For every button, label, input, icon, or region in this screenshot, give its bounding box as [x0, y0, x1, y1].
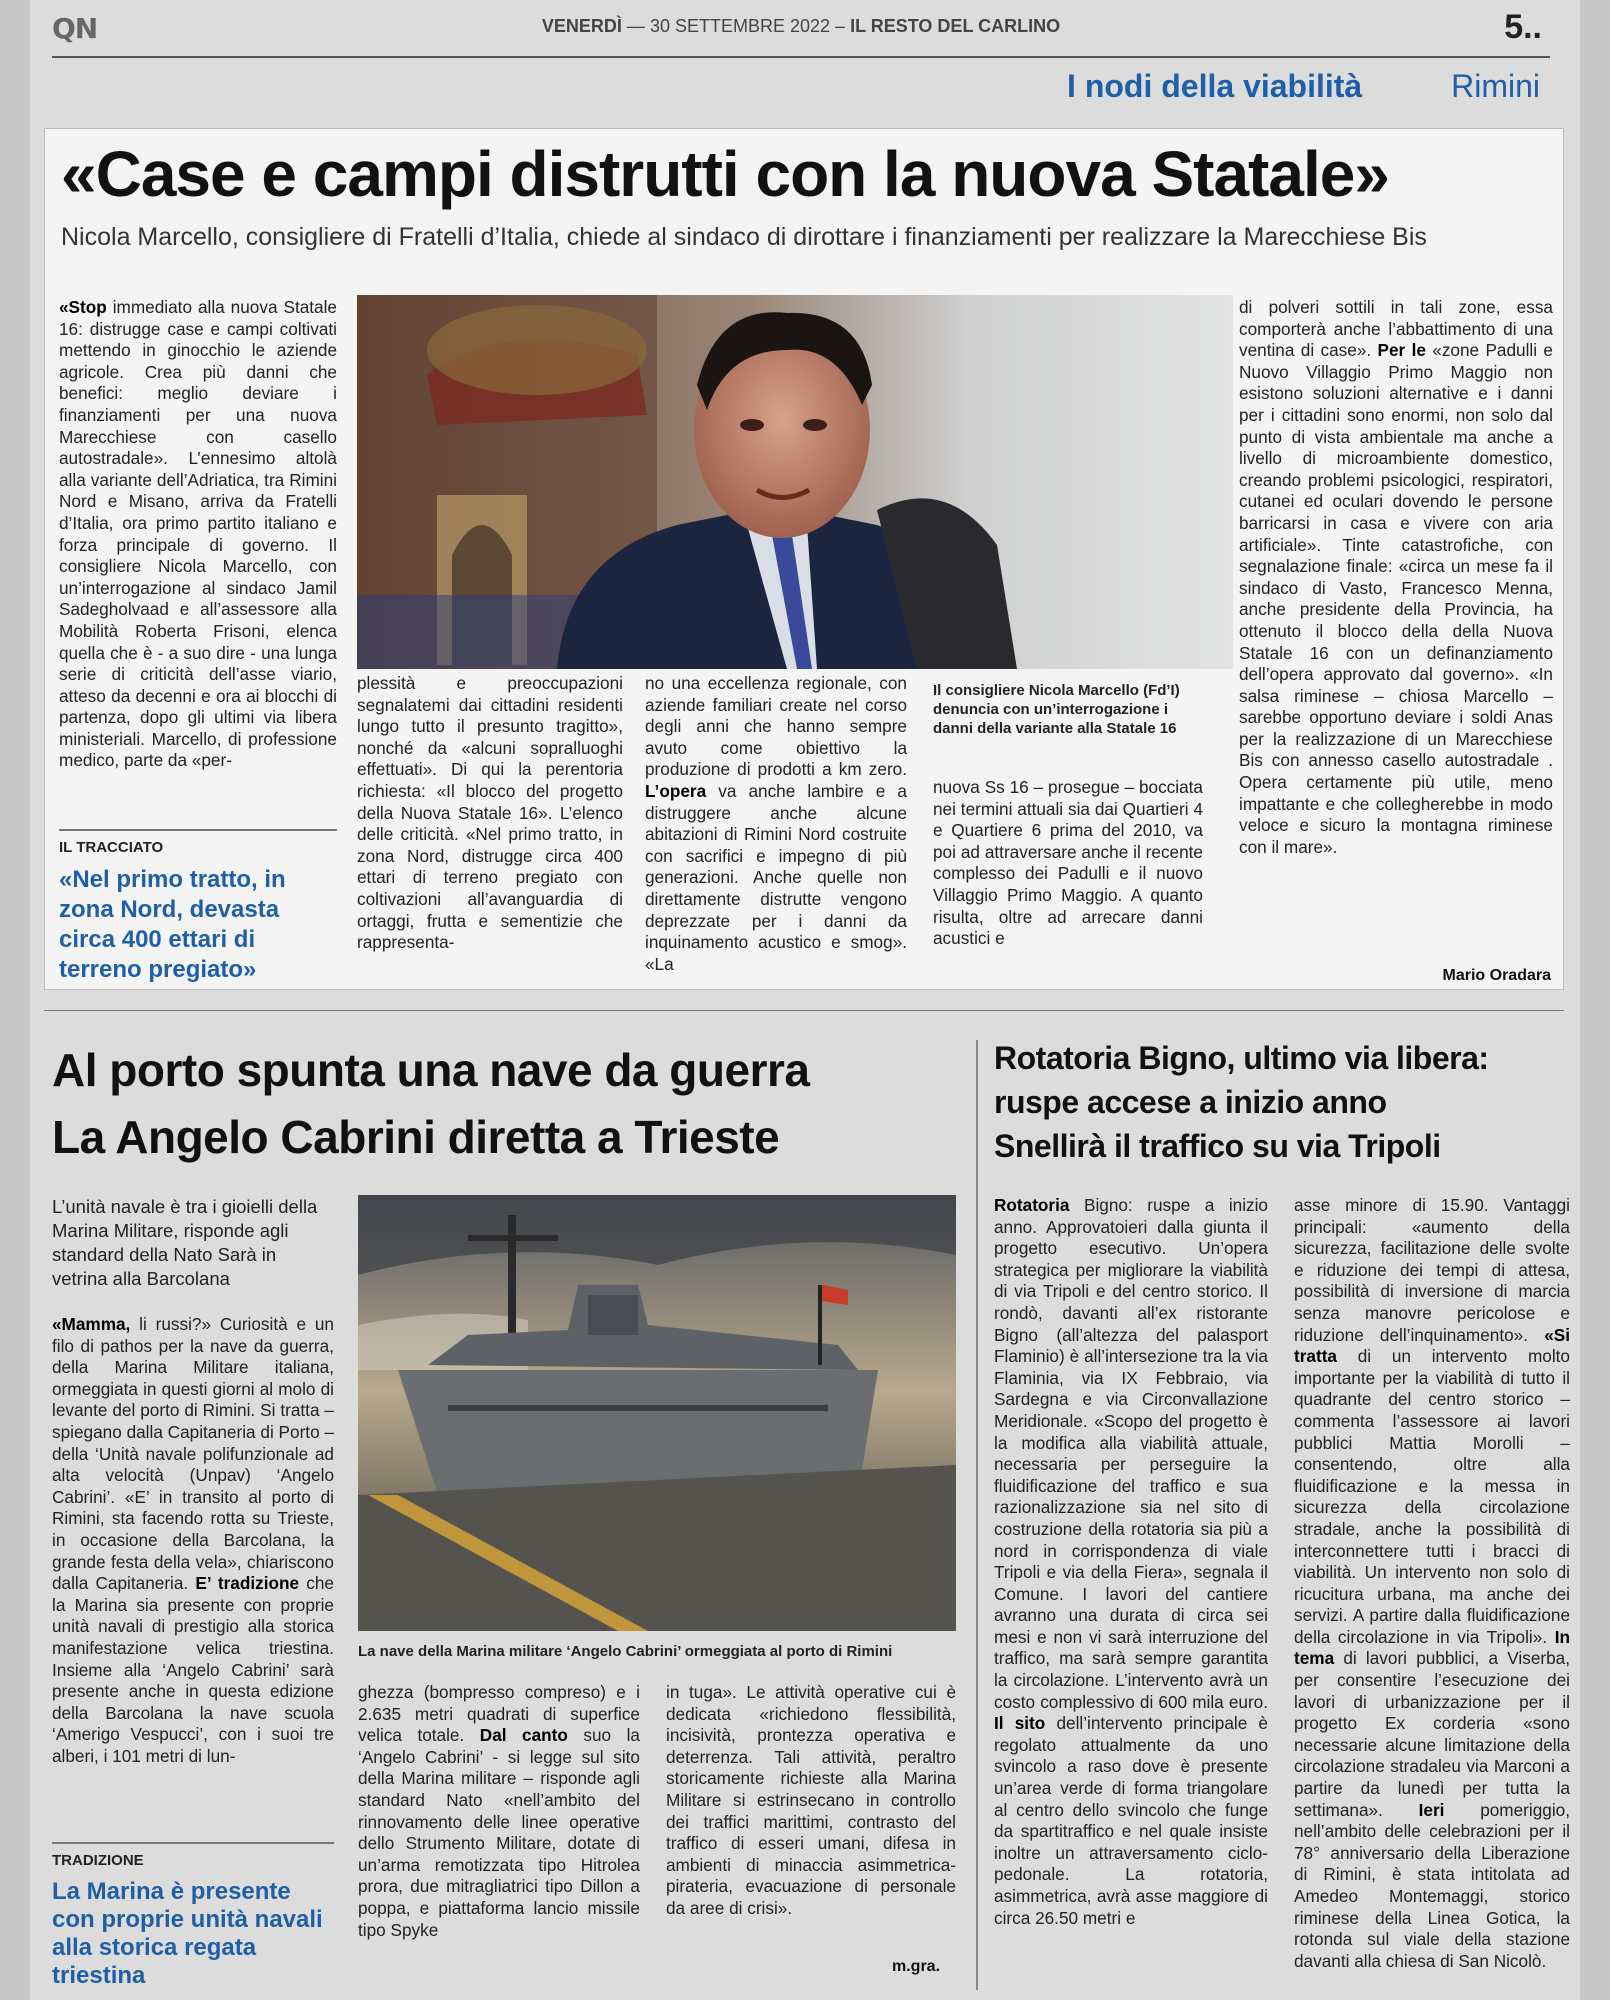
section-city: Rimini	[1451, 68, 1540, 104]
qn-logo: QN	[52, 12, 98, 45]
pull-kicker: TRADIZIONE	[52, 1852, 144, 1869]
photo-nicola-marcello	[357, 295, 1233, 669]
masthead-rule	[52, 56, 1550, 58]
article-column: no una eccellenza regionale, con aziende familiari create nel corso degli anni che hanno sempre avuto come obiettivo la produzione di prodotti a km zero. L’opera va anche lambire e a distruggere anche alcune abitazioni di Rimini Nord costruite con sacrifici e impegno di più generazioni. Anche quelle non direttamente distrutte vengono deprezzate per i danni da inquinamento acustico e smog». «La	[645, 673, 907, 974]
section-divider	[44, 1010, 1564, 1011]
dateline-day: VENERDÌ	[541, 16, 622, 36]
article-subhead: Nicola Marcello, consigliere di Fratelli d’Italia, chiede al sindaco di dirottare i finanziamenti per realizzare la Marecchiese Bis	[61, 223, 1427, 251]
dateline-dash: —	[626, 16, 645, 36]
article-headline: La Angelo Cabrini diretta a Trieste	[52, 1111, 780, 1163]
article-column: nuova Ss 16 – prosegue – bocciata nei termini attuali sia dai Quartieri 4 e Quartiere 6 prima del 2010, va poi ad attraversare anche il recente complesso dei Padulli e il nuovo Villaggio Primo Maggio. A quanto risulta, oltre ad arrecare danni acustici e	[933, 777, 1203, 949]
dateline	[52, 16, 1550, 37]
pull-quote: «Nel primo tratto, in zona Nord, devasta circa 400 ettari di terreno pregiato»	[59, 866, 286, 983]
photo-caption: La nave della Marina militare ‘Angelo Cabrini’ ormeggiata al porto di Rimini	[358, 1643, 893, 1660]
article-column: Rotatoria Bigno: ruspe a inizio anno. Approvatoieri dalla giunta il progetto esecutivo. Un’opera strategica per migliorare la viabilità di via Tripoli e del centro storico. Il rondò, davanti all’ex ristorante Bigno (all’altezza del palasport Flaminio) è all’intersezione tra la via Flaminia, via IX Febbraio, via Sardegna e via Circonvallazione Meridionale. «Scopo del progetto è la modifica alla viabilità attuale, necessaria per perseguire la fluidificazione del traffico e sua razionalizzazione sia nel sito di costruzione della rotatoria sia più a nord in corrispondenza di viale Tripoli e via della Fiera», segnala il Comune. I lavori del cantiere avranno una durata di circa sei mesi e non vi sarà interruzione del traffico, ma sarà sempre garantita la circolazione. L’intervento avrà un costo complessivo di 600 mila euro. Il sito dell’intervento principale è regolato attualmente da uno svincolo a raso dove è presente un’area verde di forma triangolare al centro dello svincolo che funge da spartitraffico e nel quale insiste inoltre un attraversamento ciclo-pedonale. La rotatoria, asimmetrica, avrà asse maggiore di circa 26.50 metri e	[994, 1195, 1268, 1928]
section-header	[1067, 68, 1540, 108]
byline: m.gra.	[892, 1958, 941, 1975]
dateline-paper: IL RESTO DEL CARLINO	[850, 16, 1061, 36]
article-column: «Mamma, li russi?» Curiosità e un filo di pathos per la nave da guerra, della Marina Militare italiana, ormeggiata in questi giorni al molo di levante del porto di Rimini. Si tratta – spiegano dalla Capitaneria di Porto – della ‘Unità navale polifunzionale ad alta velocità (Unpav) ‘Angelo Cabrini’. «E’ in transito al porto di Rimini, sta facendo rotta su Trieste, in occasione della Barcolana, la grande festa della vela», chiariscono dalla Capitaneria. E’ tradizione che la Marina sia presente con proprie unità navali di prestigio alla storica manifestazione velica triestina. Insieme alla ‘Angelo Cabrini’ sarà presente anche in questa edizione della Barcolana la nave scuola ‘Amerigo Vespucci’, con i suoi tre alberi, i 101 metri di lun-	[52, 1314, 334, 1766]
newspaper-page	[30, 0, 1580, 2000]
section-topic: I nodi della viabilità	[1067, 68, 1363, 104]
article-column: ghezza (bompresso compreso) e i 2.635 metri quadrati di superfice velica totale. Dal canto suo la ‘Angelo Cabrini’ - si legge sul sito della Marina militare – risponde agli standard Nato «nell’ambito del rinnovamento delle linee operative dello Strumento Militare, dotate di un’arma remotizzata tipo Hitrolea prora, due mitragliatrici tipo Dillon a poppa, e piattaforma lancio missile tipo Spyke	[358, 1682, 640, 1940]
article-headline: Rotatoria Bigno, ultimo via libera:	[994, 1040, 1489, 1076]
article-summary: L’unità navale è tra i gioielli della Marina Militare, risponde agli standard della Nato Sarà in vetrina alla Barcolana	[52, 1196, 318, 1289]
article-column: in tuga». Le attività operative cui è dedicata «richiedono flessibilità, incisività, prontezza operativa e deterrenza. Tali attività, peraltro storicamente richieste alla Marina Militare si estrinsecano in controllo dei traffici marittimi, contrasto del traffico di esseri umani, difesa in ambienti di minaccia asimmetrica-pirateria, evacuazione di personale da aree di crisi».	[666, 1682, 956, 1918]
article-headline: Snellirà il traffico su via Tripoli	[994, 1128, 1441, 1164]
article-column: plessità e preoccupazioni segnalatemi dai cittadini residenti lungo tutto il presunto tragitto», nonché da «alcuni sopralluoghi effettuati». Di qui la perentoria richiesta: «Il blocco del progetto della Nuova Statale 16». L’elenco delle criticità. «Nel primo tratto, in zona Nord, distrugge circa 400 ettari di terreno pregiato con coltivazioni all’avanguardia di ortaggi, frutta e sementizie che rappresenta-	[357, 673, 623, 953]
article-column: di polveri sottili in tali zone, essa comporterà anche l’abbattimento di una ventina di case». Per le «zone Padulli e Nuovo Villaggio Primo Maggio non esistono soluzioni alternative e i danni per i cittadini sono enormi, non solo dal punto di vista ambientale ma anche a livello di microambiente domestico, creando problemi psicologici, respiratori, cutanei ed oculari dovendo le persone barricarsi in casa e vivere con aria artificiale». Tinte catastrofiche, con segnalazione finale: «circa un mese fa il sindaco di Vasto, Francesco Menna, anche presidente della Provincia, ha ottenuto il blocco della della Nuova Statale 16 con un definanziamento dell’opera approvato dal governo». «In salsa riminese – chiosa Marcello – sarebbe opportuno deviare i soldi Anas per la realizzazione di un Marecchiese Bis con annesso casello autostradale . Opera certamente più utile, meno impattante e che collegherebbe in modo veloce e sicuro la montagna riminese con il mare».	[1239, 297, 1553, 857]
kicker-rule	[59, 829, 337, 831]
column-divider	[976, 1040, 978, 1990]
pull-quote: La Marina è presente con proprie unità navali alla storica regata triestina	[52, 1878, 323, 1989]
page-number: 5..	[1504, 8, 1542, 46]
article-column: asse minore di 15.90. Vantaggi principali: «aumento della sicurezza, facilitazione delle svolte e riduzione dei tempi di attesa, possibilità di inversione di marcia senza manovre pericolose e riduzione dell’inquinamento». «Si tratta di un intervento molto importante per la viabilità di tutto il quadrante del centro storico – commenta l’assessore ai lavori pubblici Mattia Morolli – consentendo, oltre alla fluidificazione e la messa in sicurezza della circolazione stradale, anche la possibilità di interconnettere tutti i bracci di viabilità. Un intervento non solo di ricucitura urbana, ma anche dei servizi. A partire dalla fluidificazione della circolazione in via Tripoli». In tema di lavori pubblici, a Viserba, per consentire l’esecuzione dei lavori di urbanizzazione per il progetto Ex corderia «sono necessarie alcune limitazione della circolazione stradaleu via Marconi a partire da lunedì per tutta la settimana». Ieri pomeriggio, nell’ambito delle celebrazioni per il 78° anniversario della Liberazione di Rimini, è stata intitolata ad Amedeo Montemaggi, storico riminese della Linea Gotica, la rotonda sul viale della stazione davanti alla chiesa di San Nicolò.	[1294, 1195, 1570, 1971]
article-headline: Al porto spunta una nave da guerra	[52, 1044, 810, 1096]
photo-warship	[358, 1195, 956, 1631]
masthead	[52, 8, 1550, 48]
byline: Mario Oradara	[1442, 967, 1551, 984]
article-column: «Stop immediato alla nuova Statale 16: distrugge case e campi coltivati mettendo in ginocchio le aziende agricole. Crea più danni che benefici: meglio deviare i finanziamenti per una nuova Marecchiese con casello autostradale». L’ennesimo altolà alla variante dell’Adriatica, tra Rimini Nord e Misano, arriva da Fratelli d’Italia, ora primo partito italiano e forza principale di governo. Il consigliere Nicola Marcello, con un’interrogazione al sindaco Jamil Sadegholvaad e all’assessore alla Mobilità Roberta Frisoni, elenca quella che è - a suo dire - una lunga serie di criticità dell’asse viario, atteso da decenni e ora ai blocchi di partenza, dopo gli ultimi via libera ministeriali. Marcello, di professione medico, parte da «per-	[59, 297, 337, 771]
article-headline: «Case e campi distrutti con la nuova Statale»	[61, 138, 1389, 210]
kicker-rule	[52, 1842, 334, 1844]
dateline-date: 30 SETTEMBRE 2022	[649, 16, 831, 36]
dateline-dash: –	[835, 16, 846, 36]
article-statale-box	[44, 128, 1564, 990]
pull-kicker: IL TRACCIATO	[59, 839, 164, 856]
photo-caption: Il consigliere Nicola Marcello (Fd’I) denuncia con un’interrogazione i danni della variante alla Statale 16	[933, 682, 1180, 737]
article-headline: ruspe accese a inizio anno	[994, 1084, 1387, 1120]
